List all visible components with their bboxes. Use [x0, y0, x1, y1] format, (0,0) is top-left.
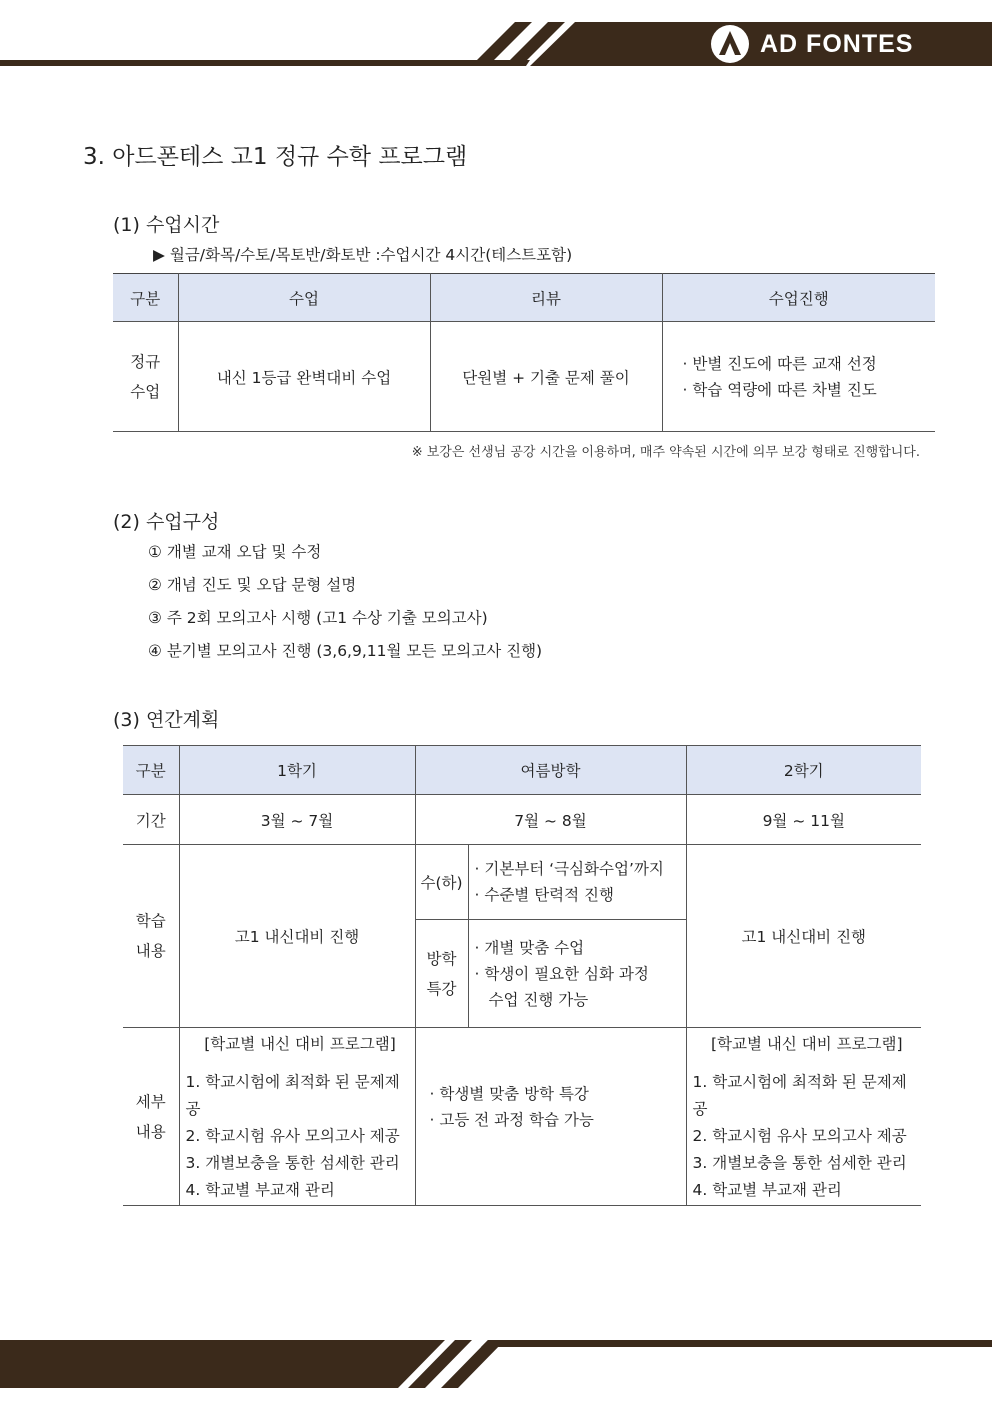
study-semester2: 고1 내신대비 진행 — [686, 845, 921, 1028]
detail-summer-item: · 고등 전 과정 학습 가능 — [430, 1107, 686, 1133]
annual-plan-table — [123, 745, 921, 1206]
summer-sub2-item: 수업 진행 가능 — [488, 990, 589, 1009]
detail-sem2-title: [학교별 내신 대비 프로그램] — [710, 1035, 903, 1053]
detail-sem1-item: 4. 학교별 부교재 관리 — [185, 1181, 335, 1199]
logo-text: AD FONTES — [760, 29, 914, 58]
header-review: 리뷰 — [430, 274, 662, 322]
composition-item: ① 개별 교재 오답 및 수정 — [148, 543, 322, 561]
study-label — [123, 845, 179, 1028]
header-semester1: 1학기 — [179, 746, 415, 795]
detail-summer-item: · 학생별 맞춤 방학 특강 — [430, 1081, 686, 1107]
section1-heading: (1) 수업시간 — [113, 214, 220, 236]
study-label-line1: 학습 — [135, 912, 166, 930]
study-label-line2: 내용 — [135, 942, 166, 960]
detail-summer — [415, 1028, 686, 1206]
period-summer: 7월 ~ 8월 — [415, 795, 686, 845]
summer-sub1-item: · 기본부터 ‘극심화수업’까지 — [475, 856, 686, 882]
brand-logo — [710, 24, 913, 64]
makeup-class-note: ※ 보강은 선생님 공강 시간을 이용하며, 매주 약속된 시간에 의무 보강 형태로 진행합니다. — [411, 445, 920, 460]
class-cell: 내신 1등급 완벽대비 수업 — [178, 322, 430, 432]
row-label-line1: 정규 — [130, 352, 161, 371]
progress-item: · 반별 진도에 따른 교재 선정 — [683, 351, 936, 377]
header-thin-line — [0, 60, 530, 66]
progress-cell — [662, 322, 935, 432]
period-label: 기간 — [123, 795, 179, 845]
footer-bar — [0, 1340, 445, 1388]
summer-sub2-label — [415, 920, 468, 1028]
row-label-regular — [113, 322, 178, 432]
detail-sem2-item: 4. 학교별 부교재 관리 — [692, 1181, 842, 1199]
detail-sem2-item: 1. 학교시험에 최적화 된 문제제공 — [692, 1073, 907, 1118]
study-semester1: 고1 내신대비 진행 — [179, 845, 415, 1028]
summer-sub1-content — [468, 845, 686, 920]
page-title: 3. 아드폰테스 고1 정규 수학 프로그램 — [83, 144, 468, 170]
detail-sem2-item: 2. 학교시험 유사 모의고사 제공 — [692, 1127, 907, 1145]
composition-item: ④ 분기별 모의고사 진행 (3,6,9,11월 모든 모의고사 진행) — [148, 642, 543, 660]
header-progress: 수업진행 — [662, 274, 935, 322]
section3-heading: (3) 연간계획 — [113, 709, 220, 731]
detail-sem2-item: 3. 개별보충을 통한 섬세한 관리 — [692, 1154, 907, 1172]
review-cell: 단원별 + 기출 문제 풀이 — [430, 322, 662, 432]
section2-heading: (2) 수업구성 — [113, 511, 220, 533]
period-semester1: 3월 ~ 7월 — [179, 795, 415, 845]
detail-label-line2: 내용 — [135, 1122, 166, 1141]
summer-sub2-content — [468, 920, 686, 1028]
detail-sem1-item: 2. 학교시험 유사 모의고사 제공 — [185, 1127, 400, 1145]
row-label-line2: 수업 — [130, 382, 161, 401]
summer-sub2-item: · 개별 맞춤 수업 — [475, 935, 686, 961]
period-semester2: 9월 ~ 11월 — [686, 795, 921, 845]
header-summer: 여름방학 — [415, 746, 686, 795]
detail-sem1-item: 3. 개별보충을 통한 섬세한 관리 — [185, 1154, 400, 1172]
composition-item: ③ 주 2회 모의고사 시행 (고1 수상 기출 모의고사) — [148, 609, 488, 627]
header-category: 구분 — [113, 274, 178, 322]
detail-sem1-item: 1. 학교시험에 최적화 된 문제제공 — [185, 1073, 400, 1118]
header-semester2: 2학기 — [686, 746, 921, 795]
summer-sub2-label-line2: 특강 — [426, 979, 457, 998]
footer-thin-line — [481, 1340, 992, 1347]
detail-semester2 — [686, 1028, 921, 1206]
logo-a-icon — [710, 24, 750, 64]
header-category: 구분 — [123, 746, 179, 795]
summer-sub1-label: 수(하) — [415, 845, 468, 920]
detail-label-line1: 세부 — [135, 1092, 166, 1111]
detail-semester1 — [179, 1028, 415, 1206]
summer-sub1-item: · 수준별 탄력적 진행 — [475, 882, 686, 908]
detail-label — [123, 1028, 179, 1206]
schedule-line: ▶ 월금/화목/수토/목토반/화토반 :수업시간 4시간(테스트포함) — [153, 246, 573, 264]
detail-sem1-title: [학교별 내신 대비 프로그램] — [204, 1035, 396, 1053]
header-class: 수업 — [178, 274, 430, 322]
summer-sub2-label-line1: 방학 — [426, 949, 457, 968]
progress-item: · 학습 역량에 따른 차별 진도 — [683, 377, 936, 403]
summer-sub2-item: · 학생이 필요한 심화 과정 — [475, 961, 686, 987]
class-time-table — [113, 273, 935, 432]
composition-item: ② 개념 진도 및 오답 문형 설명 — [148, 576, 357, 594]
